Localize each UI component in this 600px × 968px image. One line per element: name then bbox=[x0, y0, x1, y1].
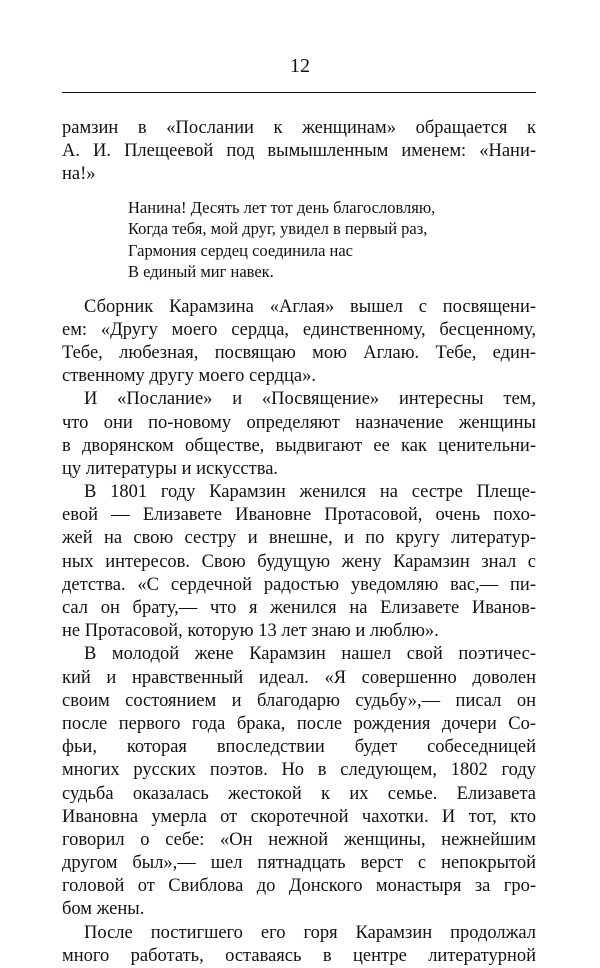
text-line: В 1801 году Карамзин женился на сестре Плеще- bbox=[84, 482, 536, 503]
text-line: не Протасовой, которую 13 лет знаю и люблю». bbox=[62, 621, 439, 642]
text-line: судьба оказалась жестокой к их семье. Елизавета bbox=[62, 783, 536, 804]
text-line: Тебе, любезная, посвящаю мою Аглаю. Тебе, един- bbox=[62, 342, 536, 363]
text-line: на!» bbox=[62, 164, 96, 185]
text-line: детства. «С сердечной радостью уведомляю вас,— пи- bbox=[62, 574, 536, 595]
text-line: евой — Елизавете Ивановне Протасовой, очень похо- bbox=[62, 505, 536, 526]
text-line: бом жены. bbox=[62, 899, 145, 920]
poem-quote bbox=[62, 197, 536, 283]
text-line: в дворянском обществе, выдвигают ее как ценительни- bbox=[62, 435, 536, 456]
text-line: ных интересов. Свою будущую жену Карамзин знал с bbox=[62, 551, 536, 572]
text-line: А. И. Плещеевой под вымышленным именем: «Нани- bbox=[62, 141, 536, 162]
text-line: головой от Свиблова до Донского монастыря за гро- bbox=[62, 876, 536, 897]
paragraph bbox=[62, 922, 536, 968]
text-line: Сборник Карамзина «Аглая» вышел с посвящени- bbox=[84, 296, 536, 317]
text-line: другом был»,— шел пятнадцать верст с непокрытой bbox=[62, 853, 536, 874]
paragraph bbox=[62, 481, 536, 643]
text-line: после первого года брака, после рождения дочери Со- bbox=[62, 713, 536, 734]
text-line: кий и нравственный идеал. «Я совершенно доволен bbox=[62, 667, 536, 688]
text-line: ственному другу моего сердца». bbox=[62, 366, 316, 387]
text-line: сал он брату,— что я женился на Елизавете Иванов- bbox=[62, 598, 536, 618]
text-line: фьи, которая впоследствии будет собеседницей bbox=[62, 737, 536, 758]
header-rule bbox=[62, 92, 536, 93]
page-number: 12 bbox=[290, 55, 310, 77]
text-line: ем: «Другу моего сердца, единственному, бесценному, bbox=[62, 319, 536, 340]
text-line: что они по-новому определяют назначение женщины bbox=[62, 412, 536, 433]
text-line: своим состоянием и благодарю судьбу»,— писал он bbox=[62, 690, 536, 711]
paragraph bbox=[62, 388, 536, 481]
poem-line: Нанина! Десять лет тот день благословляю, bbox=[128, 197, 436, 217]
poem-line: Гармония сердец соединила нас bbox=[128, 240, 353, 260]
page-body bbox=[62, 117, 536, 968]
text-line: Ивановна умерла от скоротечной чахотки. И тот, кто bbox=[62, 806, 536, 827]
text-line: много работать, оставаясь в центре литературной bbox=[62, 945, 536, 966]
text-line: цу литературы и искусства. bbox=[62, 458, 279, 479]
text-line: говорил о себе: «Он нежной женщины, нежнейшим bbox=[62, 829, 536, 850]
text-line: многих русских поэтов. Но в следующем, 1802 году bbox=[62, 760, 536, 781]
poem-line: Когда тебя, мой друг, увидел в первый раз, bbox=[128, 219, 428, 239]
intro-paragraph bbox=[62, 117, 536, 187]
text-line: жей на свою сестру и внешне, и по кругу литератур- bbox=[62, 528, 536, 549]
text-line: И «Послание» и «Посвящение» интересны тем, bbox=[84, 389, 536, 410]
paragraph bbox=[62, 296, 536, 389]
paragraph bbox=[62, 643, 536, 921]
text-line: В молодой жене Карамзин нашел свой поэтичес- bbox=[84, 644, 536, 665]
text-line: рамзин в «Послании к женщинам» обращается к bbox=[62, 118, 536, 138]
poem-line: В единый миг навек. bbox=[128, 262, 274, 282]
text-line: После постигшего его горя Карамзин продолжал bbox=[84, 922, 536, 943]
